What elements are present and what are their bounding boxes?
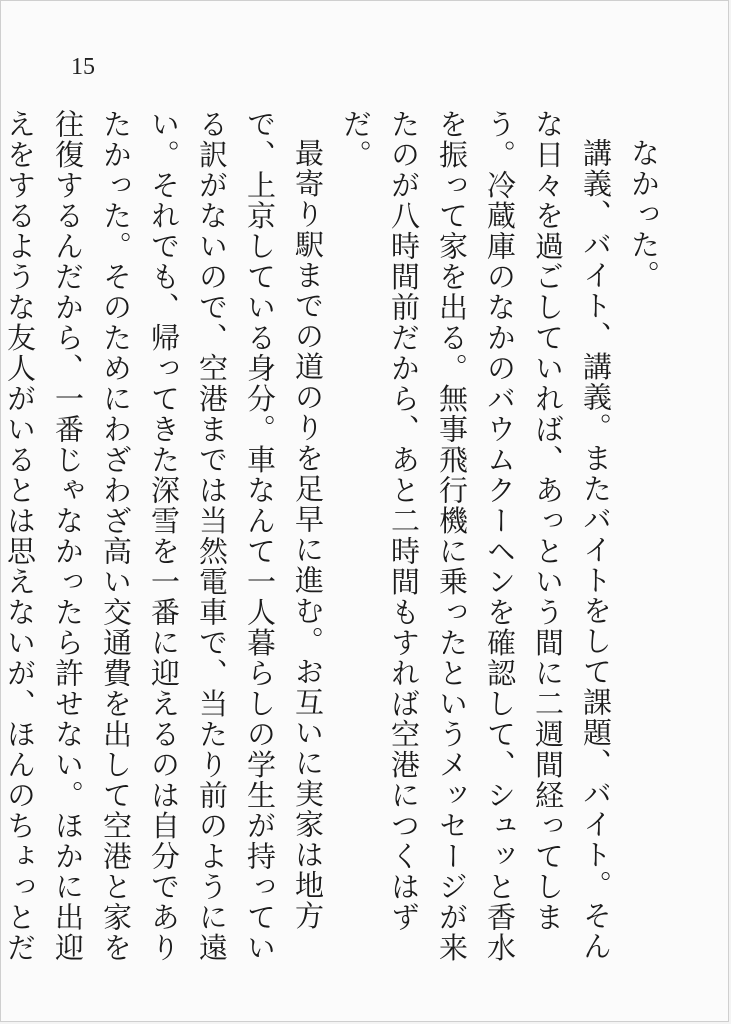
paragraph-2: 講義、バイト、講義。またバイトをして課題、バイト。そんな日々を過ごしていれば、あっという間に二週間経ってしまう。冷蔵庫のなかのバウムクーヘンを確認して、シュッと香水を振って家を出る。無事飛行機に乗ったというメッセージが来たのが八時間前だから、あと二時間もすれば空港につくはずだ。 (339, 109, 613, 963)
vertical-text-body (3, 109, 668, 969)
paragraph-1: なかった。 (627, 138, 661, 291)
page-number: 15 (71, 54, 95, 80)
paragraph-3: 最寄り駅までの道のりを足早に進む。お互いに実家は地方で、上京している身分。車なんて一人暮らしの学生が持っている訳がないので、空港までは当然電車で、当たり前のように遠い。それでも、帰ってきた深雪を一番に迎えるのは自分でありたかった。そのためにわざわざ高い交通費を出して空港と家を往復するんだから、一番じゃなかったら許せない。ほかに出迎えをするような友人がいるとは思えないが、ほんのちょっとだ (3, 109, 325, 963)
